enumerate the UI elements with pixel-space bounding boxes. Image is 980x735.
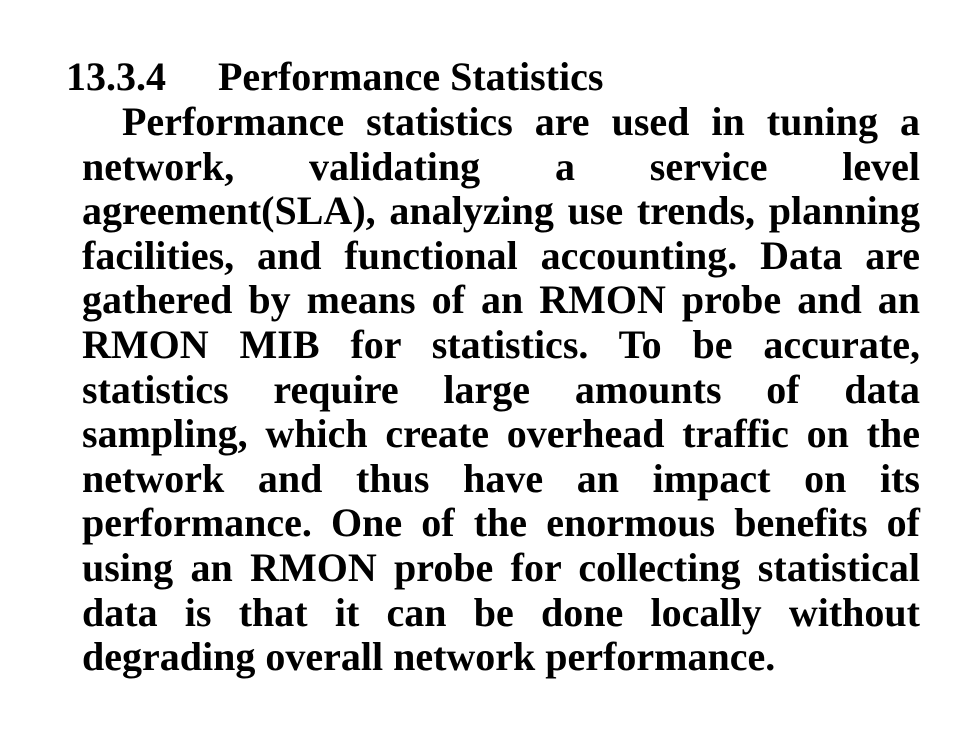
section-number: 13.3.4 — [66, 54, 166, 99]
section-heading — [66, 54, 603, 100]
body-paragraph: Performance statistics are used in tuning a network, validating a service level agreement(SLA), analyzing use trends, planning facilities, and functional accounting. Data are gathered by means of an RMON probe and an RMON MIB for statistics. To be accurate, statistics require large amounts of data sampling, which create overhead traffic on the network and thus have an impact on its performance. One of the enormous benefits of using an RMON probe for collecting statistical data is that it can be done locally without degrading overall network performance. — [82, 99, 920, 680]
section-title: Performance Statistics — [218, 54, 604, 99]
